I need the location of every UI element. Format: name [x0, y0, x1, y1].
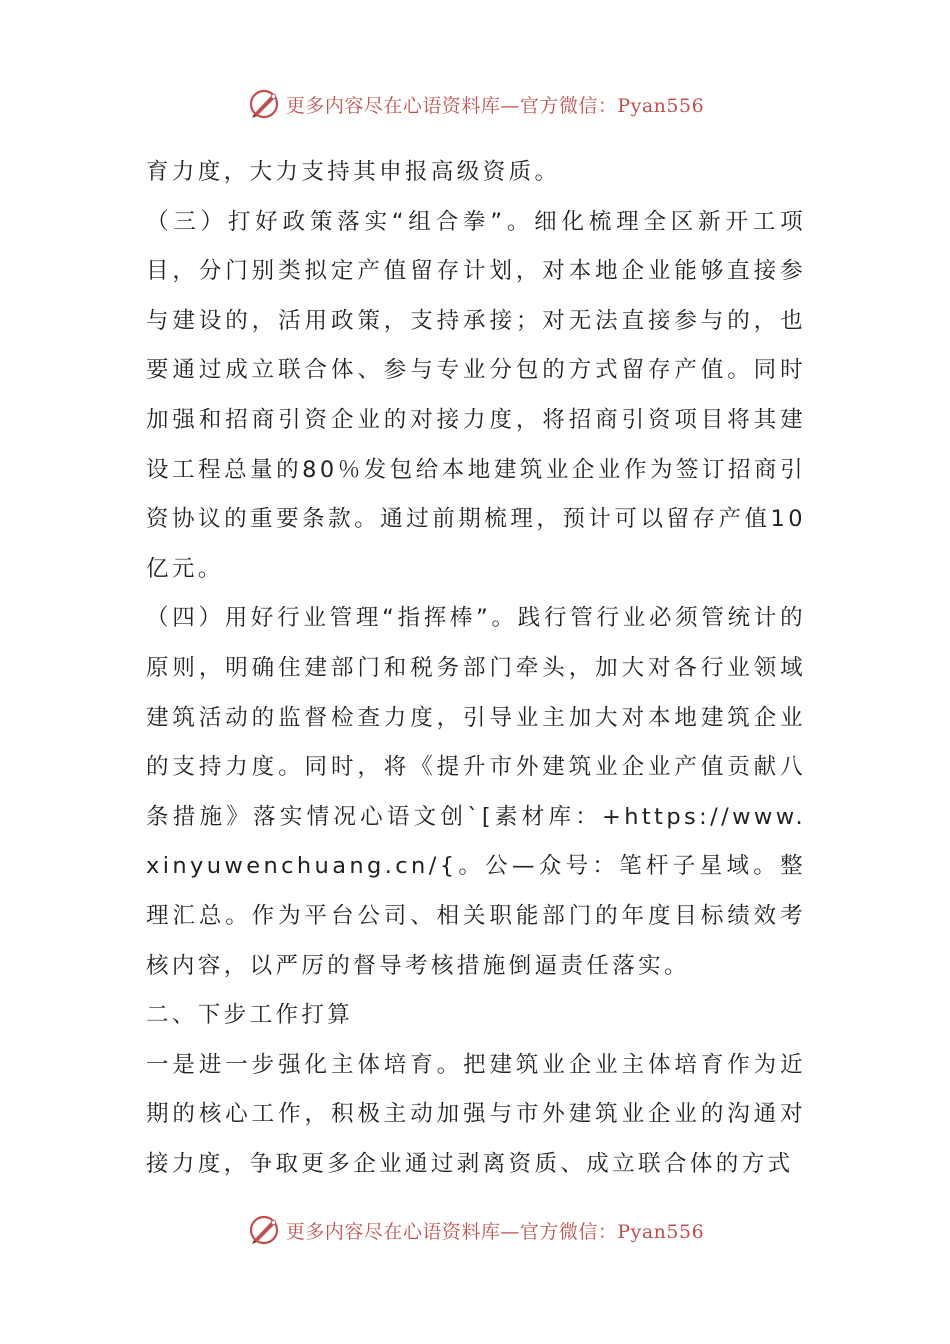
paragraph-entity-cultivation: 一是进一步强化主体培育。把建筑业企业主体培育作为近期的核心工作，积极主动加强与市外建筑业企业的沟通对接力度，争取更多企业通过剥离资质、成立联合体的方式	[146, 1051, 806, 1177]
footer-watermark-banner	[0, 1208, 950, 1252]
document-body	[146, 148, 806, 1189]
pen-logo-icon	[246, 86, 282, 122]
footer-banner-text: 更多内容尽在心语资料库—官方微信：Pyan556	[285, 1220, 705, 1243]
paragraph-continuation: 育力度，大力支持其申报高级资质。	[146, 159, 561, 185]
paragraph-industry-management: （四）用好行业管理“指挥棒”。践行管行业必须管统计的原则，明确住建部门和税务部门牵头，加大对各行业领域建筑活动的监督检查力度，引导业主加大对本地建筑企业的支持力度。同时，将《提升市外建筑业企业产值贡献八条措施》落实情况心语文创`[素材库：+https://www.xinyuwenchuang.cn/{。公—众号：笔杆子星域。整理汇总。作为平台公司、相关职能部门的年度目标绩效考核内容，以严厉的督导考核措施倒逼责任落实。	[146, 605, 806, 979]
header-watermark-banner	[0, 82, 950, 126]
header-banner-text: 更多内容尽在心语资料库—官方微信：Pyan556	[285, 94, 705, 117]
paragraph-policy-implementation: （三）打好政策落实“组合拳”。细化梳理全区新开工项目，分门别类拟定产值留存计划，对本地企业能够直接参与建设的，活用政策，支持承接；对无法直接参与的，也要通过成立联合体、参与专业分包的方式留存产值。同时加强和招商引资企业的对接力度，将招商引资项目将其建设工程总量的80％发包给本地建筑业企业作为签订招商引资协议的重要条款。通过前期梳理，预计可以留存产值10亿元。	[146, 208, 806, 582]
section-heading-next-steps: 二、下步工作打算	[146, 1002, 354, 1029]
pen-logo-icon	[246, 1212, 282, 1248]
